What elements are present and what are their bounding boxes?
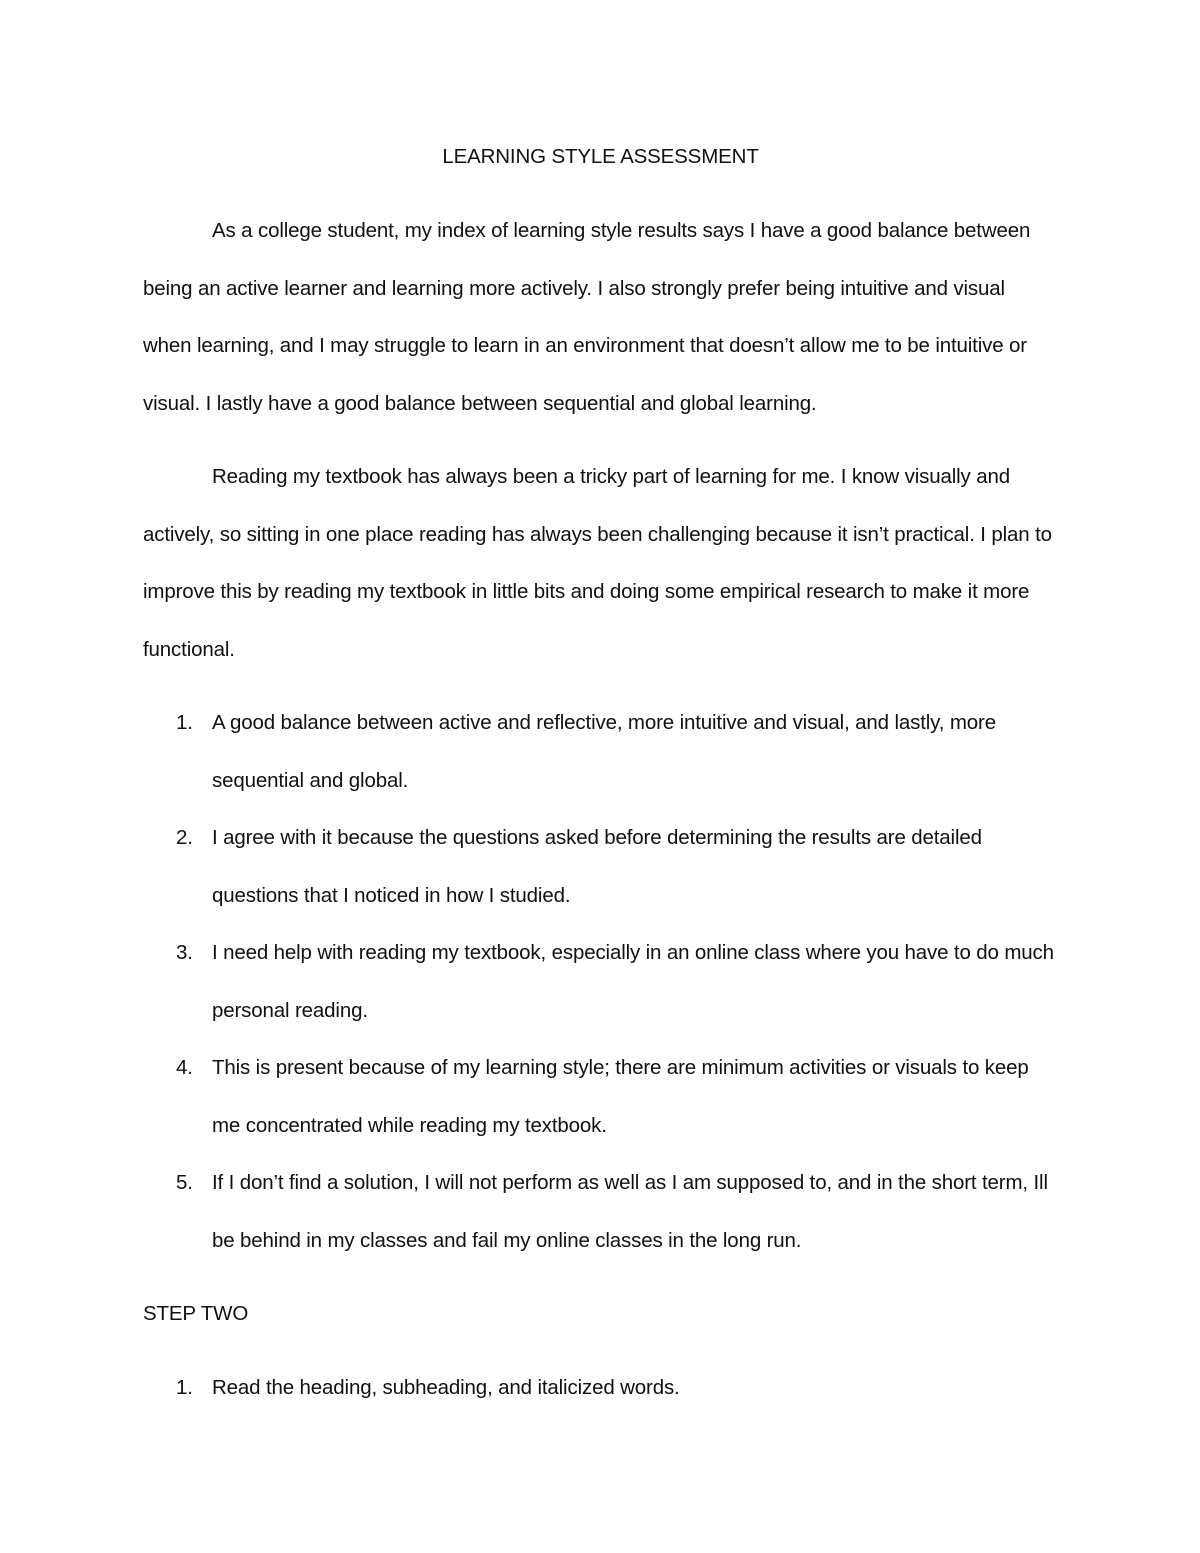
list-item-text: If I don’t find a solution, I will not perform as well as I am supposed to, and in the short term, Ill be behind in my classes and fail my online classes in the long run. bbox=[212, 1171, 1048, 1252]
document-body bbox=[143, 140, 1058, 1416]
list-item-number: 5. bbox=[176, 1171, 193, 1194]
paragraph-learning-results: As a college student, my index of learning style results says I have a good balance between being an active learner and learning more actively. I also strongly prefer being intuitive and visual when learning, and I may struggle to learn in an environment that doesn’t allow me to be intuitive or visual. I lastly have a good balance between sequential and global learning. bbox=[143, 219, 1031, 415]
list-item-number: 2. bbox=[176, 826, 193, 849]
list-item-number: 3. bbox=[176, 941, 193, 964]
list-item-number: 4. bbox=[176, 1056, 193, 1079]
assessment-answers-list bbox=[143, 694, 1058, 1269]
step-two-heading: STEP TWO bbox=[143, 1302, 249, 1325]
step-two-list bbox=[143, 1359, 1058, 1417]
list-item-text: This is present because of my learning style; there are minimum activities or visuals to keep me concentrated while reading my textbook. bbox=[212, 1056, 1029, 1137]
list-item bbox=[143, 809, 1058, 924]
list-item-text: I need help with reading my textbook, especially in an online class where you have to do much personal reading. bbox=[212, 941, 1054, 1022]
list-item-text: A good balance between active and reflective, more intuitive and visual, and lastly, more sequential and global. bbox=[212, 711, 996, 792]
list-item bbox=[143, 924, 1058, 1039]
list-item-number: 1. bbox=[176, 711, 193, 734]
list-item bbox=[143, 1359, 1058, 1417]
document-title: LEARNING STYLE ASSESSMENT bbox=[442, 145, 759, 168]
list-item bbox=[143, 1039, 1058, 1154]
list-item-number: 1. bbox=[176, 1375, 193, 1399]
list-item-text: Read the heading, subheading, and italicized words. bbox=[212, 1375, 680, 1399]
list-item bbox=[143, 694, 1058, 809]
paragraph-textbook-reading: Reading my textbook has always been a tricky part of learning for me. I know visually and actively, so sitting in one place reading has always been challenging because it isn’t practical. I plan to improve this by reading my textbook in little bits and doing some empirical research to make it more functional. bbox=[143, 465, 1052, 661]
list-item-text: I agree with it because the questions asked before determining the results are detailed questions that I noticed in how I studied. bbox=[212, 826, 982, 907]
list-item bbox=[143, 1154, 1058, 1269]
